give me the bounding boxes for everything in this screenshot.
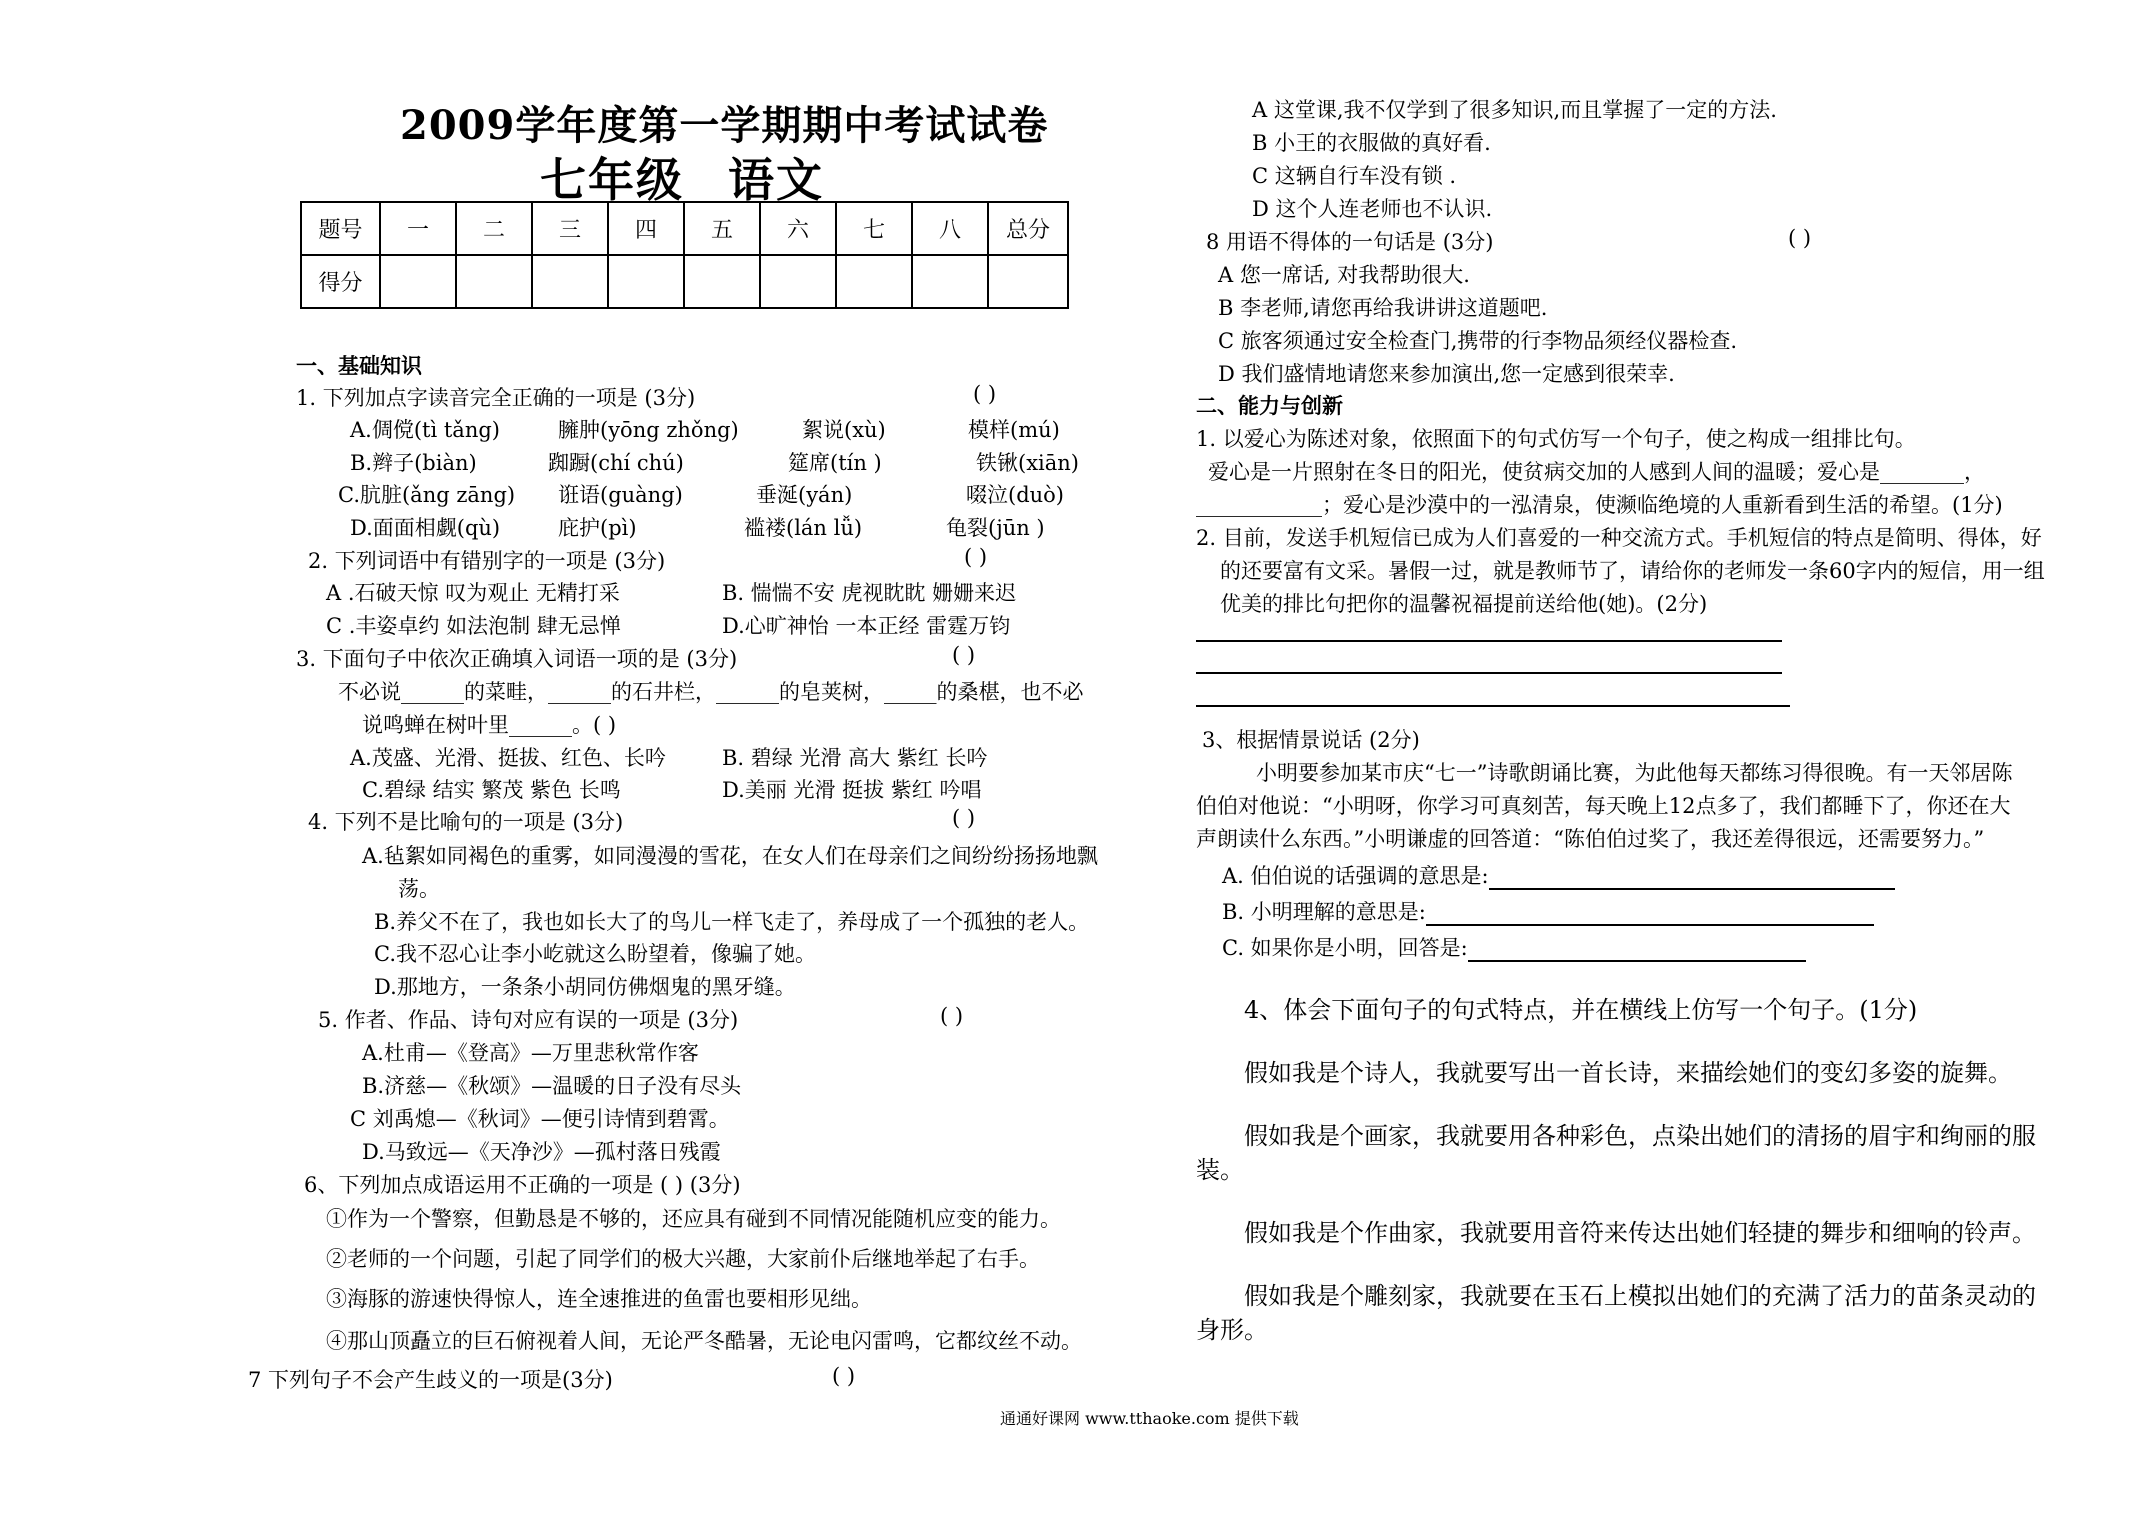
exam-title: 2009学年度第一学期期中考试试卷: [400, 102, 1049, 149]
score-blank-cell[interactable]: [760, 255, 836, 308]
score-blank-cell[interactable]: [608, 255, 684, 308]
option-text: 铁锹(xiān): [976, 451, 1079, 475]
option-text: A.杜甫—《登高》—万里悲秋常作客: [362, 1041, 699, 1065]
part-2-question-3-text: 声朗读什么东西。”小明谦虚的回答道：“陈伯伯过奖了，我还差得很远，还需要努力。”: [1196, 827, 1985, 851]
option-text: 臃肿(yōng zhǒng): [558, 418, 739, 442]
question-6: 6、下列加点成语运用不正确的一项是 ( ) (3分): [304, 1173, 741, 1197]
option-text: 踟蹰(chí chú): [548, 451, 684, 475]
score-cell: 五: [684, 202, 760, 255]
option-text: ④那山顶矗立的巨石俯视着人间，无论严冬酷暑，无论电闪雷鸣，它都纹丝不动。: [326, 1329, 1082, 1353]
part-2-question-2-text: 优美的排比句把你的温馨祝福提前送给他(她)。(2分): [1220, 592, 1708, 616]
prompt-label: A. 伯伯说的话强调的意思是:: [1222, 864, 1489, 888]
part-2-question-2: 2. 目前，发送手机短信已成为人们喜爱的一种交流方式。手机短信的特点是简明、得体，好: [1196, 526, 2042, 550]
answer-line[interactable]: [1468, 960, 1806, 962]
part-2-question-1: 1. 以爱心为陈述对象，依照面下的句式仿写一个句子，使之构成一组排比句。: [1196, 427, 1916, 451]
part-2-question-3: 3、根据情景说话 (2分): [1202, 728, 1420, 752]
option-text: C 这辆自行车没有锁 .: [1252, 164, 1457, 188]
answer-line[interactable]: [1196, 705, 1790, 707]
option-text: C.我不忍心让李小屹就这么盼望着，像骗了她。: [374, 942, 816, 966]
option-text: A .石破天惊 叹为观止 无精打采: [326, 581, 620, 605]
option-text: 诳语(guàng): [558, 483, 683, 507]
question-8: 8 用语不得体的一句话是 (3分): [1206, 230, 1494, 254]
option-text: B 小王的衣服做的真好看.: [1252, 131, 1491, 155]
option-text: 褴褛(lán lǚ): [744, 516, 863, 540]
option-text: ①作为一个警察，但勤恳是不够的，还应具有碰到不同情况能随机应变的能力。: [326, 1207, 1061, 1231]
option-text: C.碧绿 结实 繁茂 紫色 长鸣: [362, 778, 621, 802]
question-2: 2. 下列词语中有错别字的一项是 (3分): [308, 549, 666, 573]
score-cell: 六: [760, 202, 836, 255]
part-2-question-1-text: 爱心是一片照射在冬日的阳光，使贫病交加的人感到人间的温暖；爱心是________，: [1208, 460, 1985, 484]
part-2-question-3-c: [1222, 932, 1806, 962]
answer-paren: ( ): [832, 1364, 856, 1388]
option-text: A.茂盛、光滑、挺拔、红色、长吟: [350, 746, 666, 770]
score-cell: 七: [836, 202, 912, 255]
score-cell: 三: [532, 202, 608, 255]
part-2-question-4: 4、体会下面句子的句式特点，并在横线上仿写一个句子。(1分): [1244, 996, 1918, 1024]
option-text: 龟裂(jūn ): [946, 516, 1045, 540]
subject-label: 语文: [728, 153, 824, 207]
question-4: 4. 下列不是比喻句的一项是 (3分): [308, 810, 624, 834]
option-text: 庇护(pì): [558, 516, 637, 540]
option-text: B.养父不在了，我也如长大了的鸟儿一样飞走了，养母成了一个孤独的老人。: [374, 910, 1090, 934]
option-text: B.辫子(biàn): [350, 451, 477, 475]
answer-line[interactable]: [1196, 640, 1782, 642]
part-2-question-3-text: 小明要参加某市庆“七一”诗歌朗诵比赛，为此他每天都练习得很晚。有一天邻居陈: [1256, 761, 2013, 785]
option-text: D.马致远—《天净沙》—孤村落日残霞: [362, 1140, 721, 1164]
question-5: 5. 作者、作品、诗句对应有误的一项是 (3分): [318, 1008, 739, 1032]
score-cell: 一: [380, 202, 456, 255]
option-text: 絮说(xù): [802, 418, 886, 442]
score-blank-cell[interactable]: [912, 255, 988, 308]
part-2-question-2-text: 的还要富有文采。暑假一过，就是教师节了，请给你的老师发一条60字内的短信，用一组: [1220, 559, 2045, 583]
answer-paren: ( ): [973, 382, 997, 406]
option-text: 模样(mú): [968, 418, 1060, 442]
score-cell: 总分: [988, 202, 1068, 255]
score-blank-cell[interactable]: [456, 255, 532, 308]
option-text: D 我们盛情地请您来参加演出,您一定感到很荣幸.: [1218, 362, 1675, 386]
option-text: D.心旷神怡 一本正经 雷霆万钧: [722, 614, 1011, 638]
sample-sentence: 装。: [1196, 1156, 1244, 1184]
score-cell: 八: [912, 202, 988, 255]
sample-sentence: 假如我是个作曲家，我就要用音符来传达出她们轻捷的舞步和细响的铃声。: [1244, 1219, 2036, 1247]
answer-paren: ( ): [940, 1004, 964, 1028]
question-3: 3. 下面句子中依次正确填入词语一项的是 (3分): [296, 647, 738, 671]
score-table-header-row: [301, 202, 1068, 255]
sample-sentence: 假如我是个画家，我就要用各种彩色，点染出她们的清扬的眉宇和绚丽的服: [1244, 1122, 2036, 1150]
option-text: C 刘禹熄—《秋词》—便引诗情到碧霄。: [350, 1107, 730, 1131]
option-text: 荡。: [398, 877, 440, 901]
answer-line[interactable]: [1489, 888, 1895, 890]
option-text: 垂涎(yán): [756, 483, 853, 507]
option-text: C .丰姿卓约 如法泡制 肆无忌惮: [326, 614, 621, 638]
score-cell: 四: [608, 202, 684, 255]
score-blank-cell[interactable]: [836, 255, 912, 308]
option-text: D.那地方，一条条小胡同仿佛烟鬼的黑牙缝。: [374, 975, 796, 999]
question-7: 7 下列句子不会产生歧义的一项是(3分): [248, 1368, 613, 1392]
option-text: ③海豚的游速快得惊人，连全速推进的鱼雷也要相形见绌。: [326, 1287, 872, 1311]
score-blank-cell[interactable]: [532, 255, 608, 308]
question-1: 1. 下列加点字读音完全正确的一项是 (3分): [296, 386, 696, 410]
option-text: 筵席(tín ): [788, 451, 882, 475]
answer-paren: ( ): [964, 545, 988, 569]
score-blank-cell[interactable]: [684, 255, 760, 308]
sample-sentence: 假如我是个雕刻家，我就要在玉石上模拟出她们的充满了活力的苗条灵动的: [1244, 1282, 2036, 1310]
score-cell: 二: [456, 202, 532, 255]
option-text: A.毡絮如同褐色的重雾，如同漫漫的雪花，在女人们在母亲们之间纷纷扬扬地飘: [362, 844, 1098, 868]
sample-sentence: 假如我是个诗人，我就要写出一首长诗，来描绘她们的变幻多姿的旋舞。: [1244, 1059, 2012, 1087]
option-text: B. 碧绿 光滑 高大 紫红 长吟: [722, 746, 988, 770]
option-text: D.面面相觑(qù): [350, 516, 501, 540]
option-text: D 这个人连老师也不认识.: [1252, 197, 1493, 221]
prompt-label: B. 小明理解的意思是:: [1222, 900, 1426, 924]
score-cell: 得分: [301, 255, 380, 308]
answer-paren: ( ): [952, 806, 976, 830]
option-text: B.济慈—《秋颂》—温暖的日子没有尽头: [362, 1074, 742, 1098]
answer-paren: ( ): [952, 643, 976, 667]
question-3-text: 不必说______的菜畦，______的石井栏，______的皂荚树，_____的桑椹，也不必: [338, 680, 1084, 704]
option-text: C.肮脏(ǎng zāng): [338, 483, 516, 507]
option-text: ②老师的一个问题，引起了同学们的极大兴趣，大家前仆后继地举起了右手。: [326, 1247, 1040, 1271]
score-blank-cell[interactable]: [988, 255, 1068, 308]
option-text: B. 惴惴不安 虎视眈眈 姗姗来迟: [722, 581, 1017, 605]
sample-sentence: 身形。: [1196, 1316, 1268, 1344]
option-text: D.美丽 光滑 挺拔 紫红 吟唱: [722, 778, 982, 802]
part-2-question-3-b: [1222, 896, 1874, 926]
score-table: [300, 201, 1069, 309]
option-text: A 您一席话, 对我帮助很大.: [1218, 263, 1470, 287]
section-2-heading: 二、能力与创新: [1196, 393, 1343, 418]
answer-line[interactable]: [1196, 672, 1782, 674]
answer-paren: ( ): [1788, 226, 1812, 250]
answer-line[interactable]: [1426, 924, 1874, 926]
grade-label: 七年级: [540, 153, 684, 207]
section-1-heading: 一、基础知识: [296, 353, 422, 378]
question-3-text: 说鸣蝉在树叶里______。( ): [362, 713, 617, 737]
footer-credit: 通通好课网 www.tthaoke.com 提供下载: [1000, 1409, 1299, 1428]
score-table-score-row: [301, 255, 1068, 308]
option-text: C 旅客须通过安全检查门,携带的行李物品须经仪器检查.: [1218, 329, 1738, 353]
option-text: 啜泣(duò): [966, 483, 1064, 507]
part-2-question-1-text: ____________；爱心是沙漠中的一泓清泉，使濒临绝境的人重新看到生活的希望。(1分): [1196, 493, 2003, 517]
part-2-question-3-text: 伯伯对他说：“小明呀，你学习可真刻苦，每天晚上12点多了，我们都睡下了，你还在大: [1196, 794, 2011, 818]
score-cell: 题号: [301, 202, 380, 255]
option-text: A 这堂课,我不仅学到了很多知识,而且掌握了一定的方法.: [1252, 98, 1777, 122]
option-text: A.倜傥(tì tǎng): [350, 418, 500, 442]
option-text: B 李老师,请您再给我讲讲这道题吧.: [1218, 296, 1548, 320]
part-2-question-3-a: [1222, 860, 1895, 890]
score-blank-cell[interactable]: [380, 255, 456, 308]
prompt-label: C. 如果你是小明，回答是:: [1222, 936, 1468, 960]
